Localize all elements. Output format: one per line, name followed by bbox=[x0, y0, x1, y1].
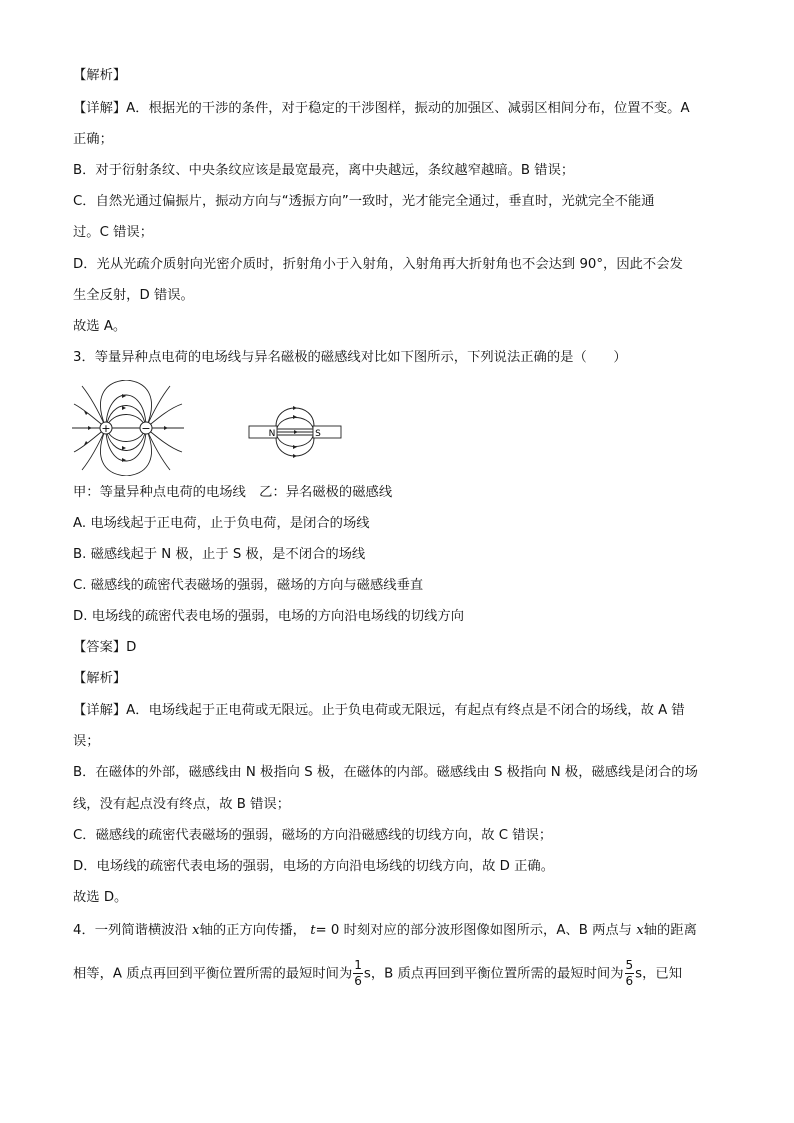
detail-line: 【详解】A．根据光的干涉的条件，对于稳定的干涉图样，振动的加强区、减弱区相间分布，位置不变。A bbox=[73, 101, 690, 116]
q4-var-x: x bbox=[636, 923, 644, 938]
q4-text: 轴的正方向传播， bbox=[199, 923, 306, 938]
frac-denominator: 6 bbox=[354, 974, 362, 988]
q4-text: = 0 时刻对应的部分波形图像如图所示，A、B 两点与 bbox=[315, 923, 632, 938]
q4-text: 4．一列简谐横波沿 bbox=[73, 923, 188, 938]
analysis-tag: 【解析】 bbox=[73, 68, 127, 83]
minus-sign: − bbox=[141, 422, 151, 435]
q4-stem-line1 bbox=[73, 922, 697, 940]
q4-var-x: x bbox=[192, 923, 200, 938]
analysis-tag: 【解析】 bbox=[73, 671, 127, 686]
n-pole-label: N bbox=[268, 429, 276, 439]
option-c: C. 磁感线的疏密代表磁场的强弱，磁场的方向与磁感线垂直 bbox=[73, 578, 424, 593]
choose-line: 故选 A。 bbox=[73, 319, 127, 334]
fraction-1-6 bbox=[353, 958, 363, 989]
detail-line: 生全反射，D 错误。 bbox=[73, 288, 194, 303]
q4-text: 相等，A 质点再回到平衡位置所需的最短时间为 bbox=[73, 966, 353, 982]
figure-caption: 甲：等量异种点电荷的电场线 乙：异名磁极的磁感线 bbox=[73, 485, 393, 500]
detail-line: B．在磁体的外部，磁感线由 N 极指向 S 极，在磁体的内部。磁感线由 S 极指向 N 极，磁感线是闭合的场 bbox=[73, 765, 698, 780]
plus-sign: + bbox=[101, 422, 111, 435]
choose-line: 故选 D。 bbox=[73, 890, 128, 905]
frac-numerator: 1 bbox=[354, 958, 362, 972]
detail-line: B．对于衍射条纹、中央条纹应该是最宽最亮，离中央越远，条纹越窄越暗。B 错误； bbox=[73, 163, 575, 178]
detail-line: C．自然光通过偏振片，振动方向与“透振方向”一致时，光才能完全通过，垂直时，光就完全不能通 bbox=[73, 194, 655, 209]
detail-line: 线，没有起点没有终点，故 B 错误； bbox=[73, 797, 291, 812]
detail-line: 误； bbox=[73, 734, 100, 749]
answer-line: 【答案】D bbox=[73, 640, 137, 655]
fraction-5-6 bbox=[625, 958, 635, 989]
option-a: A. 电场线起于正电荷，止于负电荷，是闭合的场线 bbox=[73, 516, 370, 531]
detail-line: 过。C 错误； bbox=[73, 225, 153, 240]
q4-text: 轴的距离 bbox=[643, 923, 697, 938]
option-b: B. 磁感线起于 N 极，止于 S 极，是不闭合的场线 bbox=[73, 547, 366, 562]
detail-line: 正确； bbox=[73, 132, 113, 147]
s-pole-label: S bbox=[315, 429, 321, 439]
frac-denominator: 6 bbox=[625, 974, 634, 988]
detail-line: D．光从光疏介质射向光密介质时，折射角小于入射角，入射角再大折射角也不会达到 90°，因此不会发 bbox=[73, 257, 683, 272]
q4-text: s，B 质点再回到平衡位置所需的最短时间为 bbox=[363, 966, 624, 982]
detail-line: 【详解】A．电场线起于正电荷或无限远。止于负电荷或无限远，有起点有终点是不闭合的场线，故 A 错 bbox=[73, 703, 685, 718]
q4-stem-line2 bbox=[73, 958, 682, 989]
question-stem: 3．等量异种点电荷的电场线与异名磁极的磁感线对比如下图所示，下列说法正确的是（ ） bbox=[73, 350, 627, 365]
option-d: D. 电场线的疏密代表电场的强弱，电场的方向沿电场线的切线方向 bbox=[73, 609, 465, 624]
magnetic-field-figure bbox=[248, 402, 342, 462]
detail-line: D．电场线的疏密代表电场的强弱，电场的方向沿电场线的切线方向，故 D 正确。 bbox=[73, 859, 555, 874]
electric-field-figure bbox=[72, 380, 184, 476]
frac-numerator: 5 bbox=[625, 958, 634, 972]
q4-var-t: t bbox=[310, 923, 316, 938]
q4-text: s，已知 bbox=[635, 966, 682, 982]
detail-line: C．磁感线的疏密代表磁场的强弱，磁场的方向沿磁感线的切线方向，故 C 错误； bbox=[73, 828, 553, 843]
